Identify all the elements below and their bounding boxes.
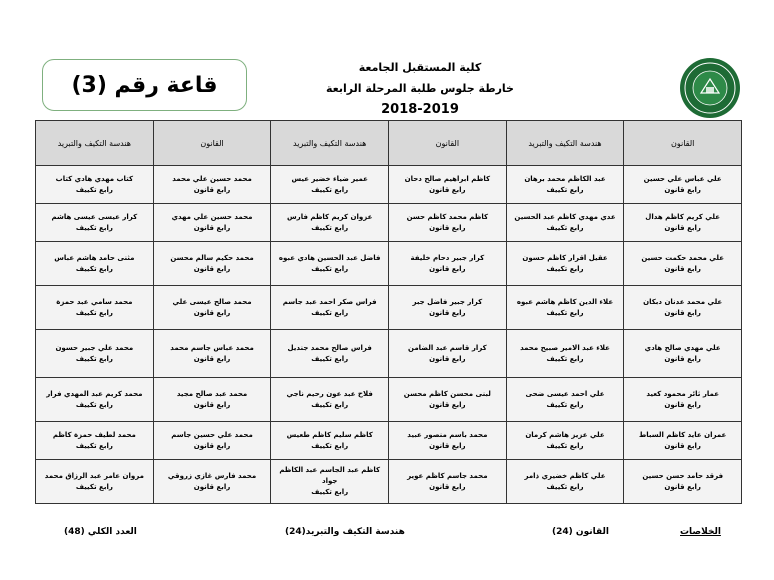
seat-cell xyxy=(271,330,389,378)
seat-cell xyxy=(153,378,271,422)
student-stage: رابع قانون xyxy=(664,264,701,273)
student-stage: رابع قانون xyxy=(429,308,466,317)
student-stage: رابع تكييف xyxy=(75,482,113,491)
student-name: فراس صكر احمد عبد جاسم xyxy=(282,297,377,306)
student-name: علاء الدين كاظم هاشم عبوه xyxy=(516,297,614,306)
seat-cell xyxy=(153,286,271,330)
seat-cell xyxy=(506,460,624,504)
student-name: محمد حسين علي محمد xyxy=(172,174,252,183)
student-stage: رابع تكييف xyxy=(75,441,113,450)
student-stage: رابع قانون xyxy=(429,264,466,273)
table-row xyxy=(36,166,742,204)
student-name: عمير ضياء خضير عيس xyxy=(291,174,368,183)
student-name: كرار جبير فاضل جبر xyxy=(412,297,483,306)
college-seal-icon xyxy=(679,57,741,119)
student-name: كاظم ابراهيم صالح دحان xyxy=(404,174,491,183)
student-stage: رابع قانون xyxy=(193,441,231,450)
table-row xyxy=(36,378,742,422)
table-body xyxy=(36,166,742,504)
student-stage: رابع تكييف xyxy=(546,400,584,409)
student-name: مثنى حامد هاشم عباس xyxy=(54,253,135,262)
seat-cell xyxy=(271,378,389,422)
student-name: علي محمد حكمت حسين xyxy=(641,253,725,262)
seat-cell xyxy=(271,286,389,330)
law-count: القانون (24) xyxy=(552,527,609,537)
student-stage: رابع تكييف xyxy=(75,308,113,317)
student-name: فراس صالح محمد جنديل xyxy=(287,343,372,352)
table-header-row xyxy=(36,121,742,166)
student-stage: رابع تكييف xyxy=(546,441,584,450)
student-name: علاء عبد الامير صبيح محمد xyxy=(520,343,610,352)
student-name: محمد فارس غازي زروقي xyxy=(167,471,257,480)
hall-number-box xyxy=(42,59,247,111)
seat-cell xyxy=(389,330,507,378)
seat-cell xyxy=(36,204,154,242)
seat-cell xyxy=(36,166,154,204)
seat-cell xyxy=(624,204,742,242)
seat-cell xyxy=(389,204,507,242)
seat-cell xyxy=(153,422,271,460)
table-row xyxy=(36,460,742,504)
student-name: محمد عباس جاسم محمد xyxy=(170,343,254,352)
seat-cell xyxy=(624,460,742,504)
seating-table xyxy=(35,120,742,504)
seat-cell xyxy=(153,166,271,204)
table-row xyxy=(36,286,742,330)
column-header: هندسة التكيف والتبريد xyxy=(506,121,624,166)
seat-cell xyxy=(36,242,154,286)
student-name: كرار جبير دحام خليفة xyxy=(410,253,485,262)
student-name: محمد صالح عيسى علي xyxy=(172,297,252,306)
student-stage: رابع قانون xyxy=(193,264,231,273)
student-stage: رابع تكييف xyxy=(75,264,113,273)
table-row xyxy=(36,422,742,460)
student-stage: رابع تكييف xyxy=(311,308,349,317)
column-header: القانون xyxy=(389,121,507,166)
student-name: فلاح عبد عون رحيم ناجي xyxy=(286,389,373,398)
student-name: علي كريم كاظم هدال xyxy=(645,212,721,221)
seat-cell xyxy=(389,286,507,330)
seat-cell xyxy=(506,378,624,422)
seat-cell xyxy=(271,166,389,204)
student-name: عمران عايد كاظم السباط xyxy=(639,430,727,439)
student-stage: رابع قانون xyxy=(429,223,466,232)
seat-cell xyxy=(271,422,389,460)
student-name: محمد كريم عبد المهدي فرار xyxy=(46,389,143,398)
student-name: محمد عبد صالح مجيد xyxy=(176,389,248,398)
student-name: علي محمد عدنان دبكان xyxy=(643,297,723,306)
student-stage: رابع تكييف xyxy=(311,264,349,273)
seat-cell xyxy=(153,460,271,504)
seat-cell xyxy=(36,460,154,504)
student-stage: رابع قانون xyxy=(429,185,466,194)
seat-cell xyxy=(36,378,154,422)
student-stage: رابع تكييف xyxy=(546,482,584,491)
student-name: علي احمد عيسى ضحى xyxy=(525,389,605,398)
student-stage: رابع قانون xyxy=(664,354,701,363)
student-name: عقيل اقرار كاظم حسون xyxy=(522,253,608,262)
seat-cell xyxy=(271,204,389,242)
seat-cell xyxy=(624,330,742,378)
seat-cell xyxy=(624,422,742,460)
table-row xyxy=(36,242,742,286)
student-name: كاظم سليم كاظم طعيس xyxy=(286,430,373,439)
seat-cell xyxy=(389,378,507,422)
college-name: كلية المستقبل الجامعة xyxy=(358,61,482,74)
seat-cell xyxy=(389,460,507,504)
student-stage: رابع تكييف xyxy=(311,185,349,194)
student-stage: رابع تكييف xyxy=(311,354,349,363)
summary-label: الخلاصات xyxy=(680,527,721,537)
student-name: محمد علي حسين جاسم xyxy=(171,430,253,439)
seat-cell xyxy=(36,330,154,378)
document-header xyxy=(300,57,540,120)
student-stage: رابع تكييف xyxy=(311,400,349,409)
student-stage: رابع تكييف xyxy=(546,223,584,232)
student-stage: رابع قانون xyxy=(429,354,466,363)
seat-cell xyxy=(624,242,742,286)
student-stage: رابع قانون xyxy=(193,185,231,194)
student-name: محمد حسين علي مهدي xyxy=(171,212,253,221)
seat-cell xyxy=(624,166,742,204)
student-stage: رابع قانون xyxy=(664,308,701,317)
student-name: مروان عامر عبد الرزاق محمد xyxy=(44,471,144,480)
student-name: عزوان كريم كاظم فارس xyxy=(287,212,373,221)
seat-cell xyxy=(506,204,624,242)
student-name: محمد باسم منصور عبيد xyxy=(407,430,488,439)
seat-cell xyxy=(389,242,507,286)
student-stage: رابع تكييف xyxy=(546,308,584,317)
hall-title: قاعة رقم (3) xyxy=(71,72,218,98)
student-name: علي عزيز هاشم كرمان xyxy=(525,430,605,439)
student-stage: رابع تكييف xyxy=(311,488,349,496)
student-stage: رابع قانون xyxy=(664,441,701,450)
seat-cell xyxy=(624,378,742,422)
seat-cell xyxy=(506,166,624,204)
seat-cell xyxy=(624,286,742,330)
seat-cell xyxy=(36,286,154,330)
student-name: فاضل عبد الحسين هادي عبوه xyxy=(278,253,381,262)
column-header: هندسة التكيف والتبريد xyxy=(36,121,154,166)
table-row xyxy=(36,330,742,378)
student-name: كاظم عبد الجاسم عبد الكاظم جواد xyxy=(279,466,381,485)
student-stage: رابع تكييف xyxy=(75,185,113,194)
student-stage: رابع تكييف xyxy=(75,400,113,409)
student-stage: رابع قانون xyxy=(664,400,701,409)
seat-cell xyxy=(153,204,271,242)
seat-cell xyxy=(153,242,271,286)
seat-cell xyxy=(271,242,389,286)
student-name: محمد علي جبير حسون xyxy=(55,343,134,352)
column-header: القانون xyxy=(624,121,742,166)
student-stage: رابع قانون xyxy=(193,482,231,491)
student-stage: رابع قانون xyxy=(664,223,701,232)
student-stage: رابع قانون xyxy=(429,400,466,409)
map-title: خارطة جلوس طلبة المرحلة الرابعة xyxy=(326,82,514,95)
student-stage: رابع قانون xyxy=(193,354,231,363)
student-name: كرار قاسم عبد الضامن xyxy=(408,343,487,352)
seat-cell xyxy=(36,422,154,460)
student-name: كاظم محمد كاظم حسن xyxy=(406,212,489,221)
student-stage: رابع تكييف xyxy=(311,223,349,232)
seat-cell xyxy=(389,422,507,460)
seat-cell xyxy=(271,460,389,504)
student-stage: رابع قانون xyxy=(429,482,466,491)
seat-cell xyxy=(153,330,271,378)
student-name: كرار عيسى عيسى هاشم xyxy=(51,212,138,221)
total-count: العدد الكلي (48) xyxy=(64,527,137,537)
student-stage: رابع قانون xyxy=(193,223,231,232)
seat-cell xyxy=(506,422,624,460)
seat-cell xyxy=(389,166,507,204)
table-row xyxy=(36,204,742,242)
student-name: علي كاظم خضيري ذامر xyxy=(524,471,606,480)
student-stage: رابع قانون xyxy=(664,185,701,194)
student-stage: رابع قانون xyxy=(429,441,466,450)
student-name: محمد جاسم كاظم عوير xyxy=(407,471,488,480)
column-header: هندسة التكيف والتبريد xyxy=(271,121,389,166)
student-name: علي مهدي صالح هادي xyxy=(644,343,721,352)
student-stage: رابع تكييف xyxy=(311,441,349,450)
student-stage: رابع تكييف xyxy=(546,264,584,273)
student-name: محمد سامي عبد حمزة xyxy=(56,297,133,306)
student-stage: رابع قانون xyxy=(193,308,231,317)
seat-cell xyxy=(506,286,624,330)
student-name: فرقد حامد حسن حسين xyxy=(642,471,724,480)
student-name: محمد حكيم سالم محسن xyxy=(170,253,254,262)
student-stage: رابع تكييف xyxy=(75,354,113,363)
student-name: لبنى محسن كاظم محسن xyxy=(403,389,491,398)
seat-cell xyxy=(506,242,624,286)
student-stage: رابع تكييف xyxy=(75,223,113,232)
student-name: عدي مهدي كاظم عبد الحسين xyxy=(514,212,616,221)
student-stage: رابع قانون xyxy=(664,482,701,491)
student-name: عبد الكاظم محمد برهان xyxy=(524,174,606,183)
student-name: عمار ثائر محمود كعيد xyxy=(646,389,719,398)
student-stage: رابع قانون xyxy=(193,400,231,409)
student-name: محمد لطيف حمزة كاظم xyxy=(52,430,136,439)
student-name: كتاب مهدي هادي كتاب xyxy=(55,174,134,183)
student-name: علي عباس علي حسين xyxy=(643,174,722,183)
student-stage: رابع تكييف xyxy=(546,185,584,194)
seat-cell xyxy=(506,330,624,378)
hvac-count: هندسة التكيف والتبريد(24) xyxy=(285,527,405,537)
academic-year: 2018-2019 xyxy=(381,102,459,117)
student-stage: رابع تكييف xyxy=(546,354,584,363)
column-header: القانون xyxy=(153,121,271,166)
